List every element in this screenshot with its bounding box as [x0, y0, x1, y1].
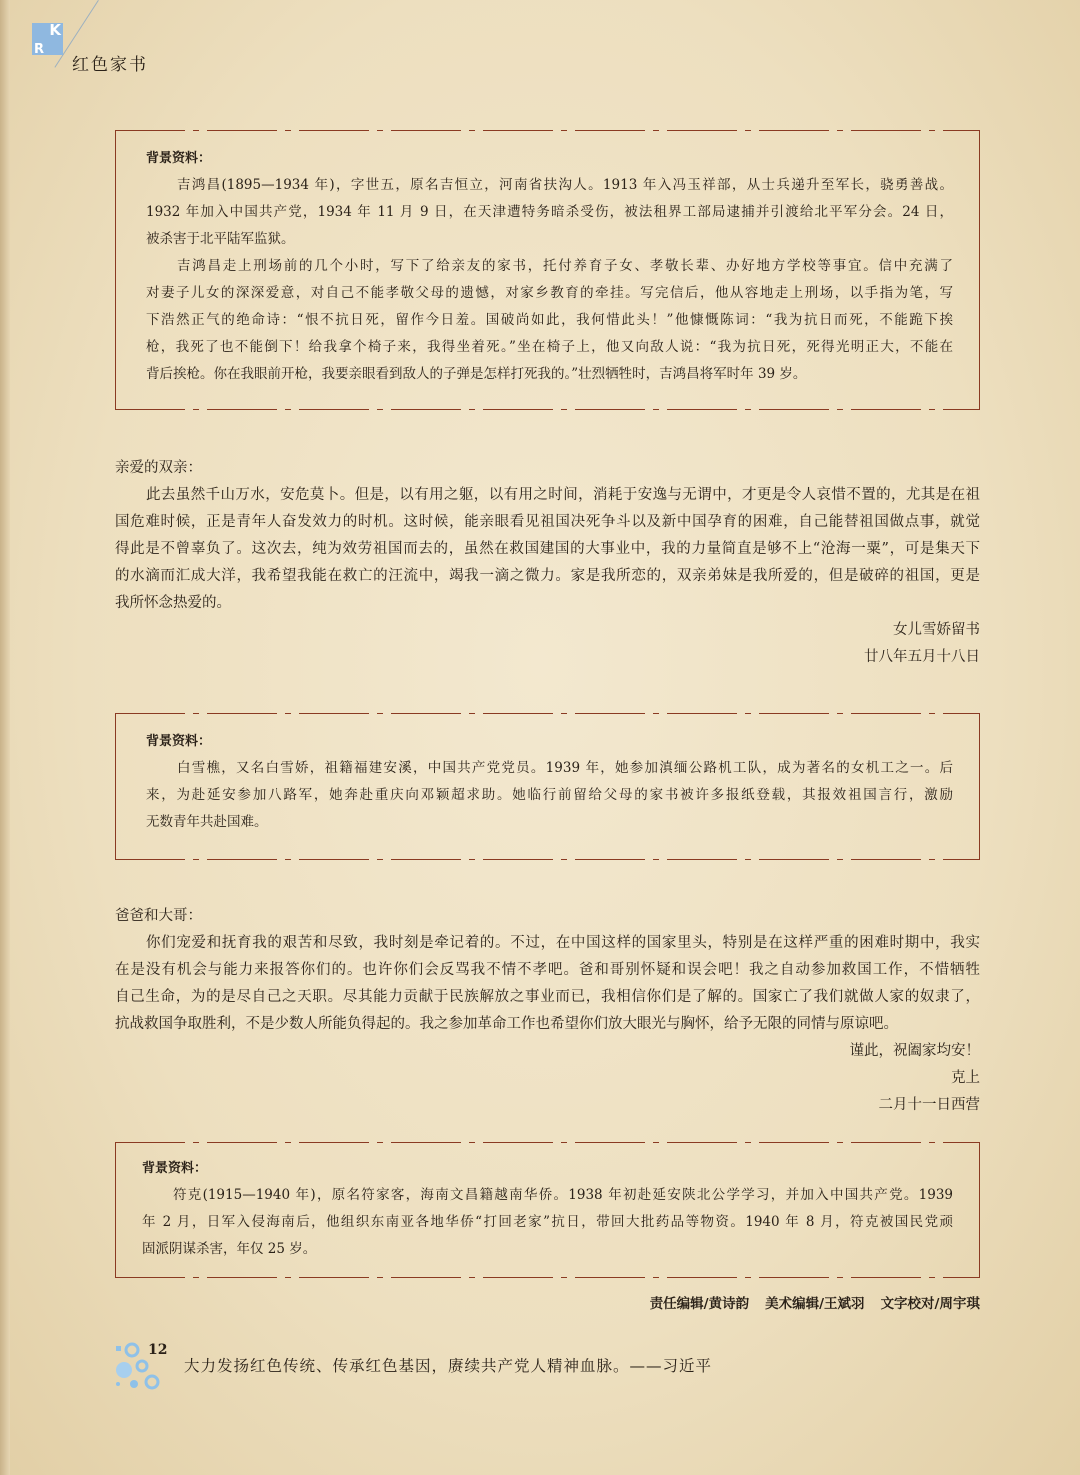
kr-logo: K R	[34, 21, 61, 57]
box-heading: 背景资料：	[146, 734, 212, 749]
letter-text-line: 在是没有机会与能力来报答你们的。也许你们会反骂我不情不孝吧。爸和哥别怀疑和误会吧！我之自动参加救国工作，不惜牺牲	[115, 962, 980, 978]
box-text-line: 吉鸿昌走上刑场前的几个小时，写下了给亲友的家书，托付养育子女、孝敬长辈、办好地方学校等事宜。信中充满了	[177, 258, 953, 274]
letter-text-line: 你们宠爱和抚育我的艰苦和尽致，我时刻是牵记着的。不过，在中国这样的国家里头，特别是在这样严重的困难时期中，我实	[146, 935, 980, 951]
letter-text-line: 我所怀念热爱的。	[115, 595, 231, 611]
letter-salutation: 爸爸和大哥：	[115, 908, 202, 924]
background-box-ji-hongchang	[115, 130, 980, 410]
credit-proofreader: 文字校对/周宇琪	[880, 1296, 980, 1312]
box-text-line: 来，为赴延安参加八路军，她奔赴重庆向邓颖超求助。她临行前留给父母的家书被许多报纸登载，其报效祖国言行，激励	[146, 787, 953, 803]
box-text-line: 对妻子儿女的深深爱意，对自己不能孝敬父母的遗憾，对家乡教育的牵挂。写完信后，他从容地走上刑场，以手指为笔，写	[146, 285, 953, 301]
letter-text-line: 国危难时候，正是青年人奋发效力的时机。这时候，能亲眼看见祖国决死争斗以及新中国孕育的困难，自己能替祖国做点事，就觉	[115, 514, 980, 530]
background-box-bai-xueqiao	[115, 713, 980, 860]
box-heading: 背景资料：	[146, 151, 212, 166]
credit-art-editor: 美术编辑/王斌羽	[765, 1296, 865, 1312]
letter-xuejiao	[115, 455, 980, 671]
letter-salutation: 亲爱的双亲：	[115, 460, 202, 476]
box-text-line: 1932 年加入中国共产党，1934 年 11 月 9 日，在天津遭特务暗杀受伤，被法租界工部局逮捕并引渡给北平军分会。24 日，	[146, 204, 953, 220]
letter-text-line: 得此是不曾辜负了。这次去，纯为效劳祖国而去的，虽然在救国建国的大事业中，我的力量简直是够不上“沧海一粟”，可是集天下	[115, 541, 980, 557]
credit-editor: 责任编辑/黄诗韵	[649, 1296, 750, 1312]
box-heading: 背景资料：	[142, 1161, 208, 1176]
box-text-line: 下浩然正气的绝命诗：“恨不抗日死，留作今日羞。国破尚如此，我何惜此头！”他慷慨陈词：“我为抗日而死，不能跪下挨	[146, 312, 953, 328]
page-number: 12	[148, 1342, 168, 1358]
box-text-line: 被杀害于北平陆军监狱。	[146, 231, 295, 247]
box-text-line: 吉鸿昌(1895—1934 年)，字世五，原名吉恒立，河南省扶沟人。1913 年入冯玉祥部，从士兵递升至军长，骁勇善战。	[177, 177, 953, 193]
letter-text-line: 自己生命，为的是尽自己之天职。尽其能力贡献于民族解放之事业而已，我相信你们是了解的。国家亡了我们就做人家的奴隶了，	[115, 989, 980, 1005]
letter-signoff: 谨此，祝阖家均安！	[849, 1043, 980, 1059]
page-edge	[0, 0, 10, 1475]
letter-fu-ke	[115, 903, 980, 1119]
letter-signoff: 女儿雪娇留书	[893, 622, 980, 638]
box-text-line: 无数青年共赴国难。	[146, 814, 268, 830]
letter-signoff: 克上	[951, 1070, 980, 1086]
box-text-line: 符克(1915—1940 年)，原名符家客，海南文昌籍越南华侨。1938 年初赴延安陕北公学学习，并加入中国共产党。1939	[173, 1187, 953, 1203]
section-title: 红色家书	[72, 55, 148, 75]
box-text-line: 枪，我死了也不能倒下！给我拿个椅子来，我得坐着死。”坐在椅子上，他又向敌人说：“我为抗日死，死得光明正大，不能在	[146, 339, 953, 355]
letter-text-line: 抗战救国争取胜利，不是少数人所能负得起的。我之参加革命工作也希望你们放大眼光与胸怀，给予无限的同情与原谅吧。	[115, 1016, 898, 1032]
box-text-line: 背后挨枪。你在我眼前开枪，我要亲眼看到敌人的子弹是怎样打死我的。”壮烈牺牲时，吉鸿昌将军时年 39 岁。	[146, 366, 807, 382]
letter-text-line: 此去虽然千山万水，安危莫卜。但是，以有用之躯，以有用之时间，消耗于安逸与无谓中，才更是令人哀惜不置的，尤其是在祖	[146, 487, 980, 503]
box-text-line: 年 2 月，日军入侵海南后，他组织东南亚各地华侨“打回老家”抗日，带回大批药品等物资。1940 年 8 月，符克被国民党顽	[142, 1214, 953, 1230]
footer-quote: 大力发扬红色传统、传承红色基因，赓续共产党人精神血脉。——习近平	[184, 1357, 713, 1375]
background-box-fu-ke	[115, 1142, 980, 1278]
box-text-line: 固派阴谋杀害，年仅 25 岁。	[142, 1241, 317, 1257]
box-text-line: 白雪樵，又名白雪娇，祖籍福建安溪，中国共产党党员。1939 年，她参加滇缅公路机工队，成为著名的女机工之一。后	[177, 760, 953, 776]
credits	[634, 1292, 980, 1312]
letter-signoff: 二月十一日西营	[878, 1097, 980, 1113]
letter-signoff: 廿八年五月十八日	[864, 649, 980, 665]
letter-text-line: 的水滴而汇成大洋，我希望我能在救亡的汪流中，竭我一滴之微力。家是我所恋的，双亲弟妹是我所爱的，但是破碎的祖国，更是	[115, 568, 980, 584]
